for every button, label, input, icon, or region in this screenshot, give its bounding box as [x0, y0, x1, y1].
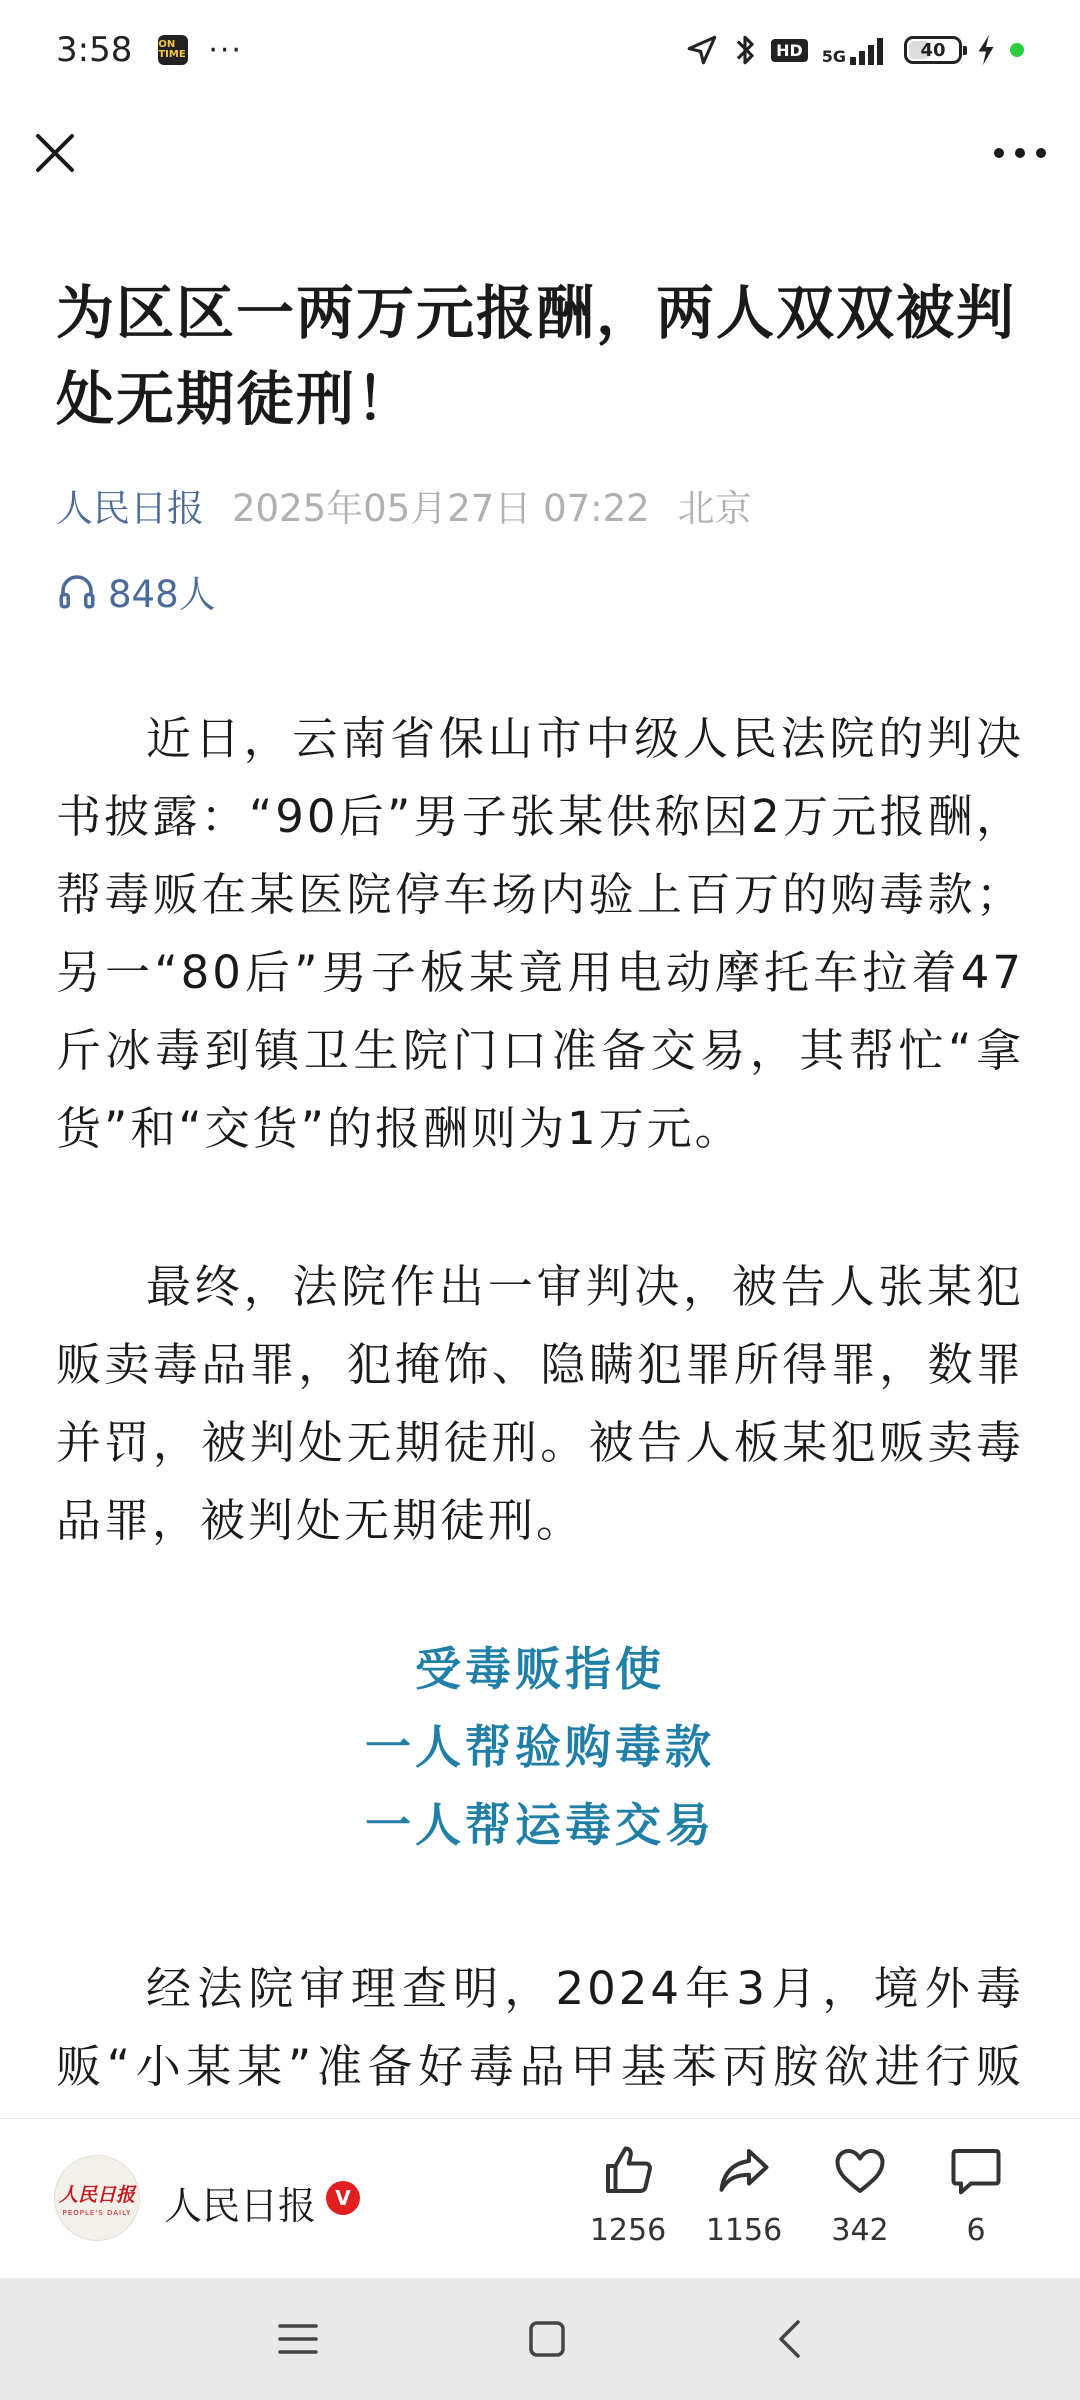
more-notifications-icon: ···	[208, 32, 243, 68]
menu-icon[interactable]	[278, 2322, 318, 2356]
favorite-count: 342	[831, 2213, 889, 2248]
close-button[interactable]	[30, 128, 80, 178]
comment-count: 6	[966, 2213, 986, 2248]
comment-button[interactable]	[926, 2141, 1026, 2248]
publisher-avatar[interactable]	[54, 2155, 140, 2241]
back-chevron-icon[interactable]	[776, 2319, 802, 2359]
headphones-icon	[56, 570, 98, 612]
status-bar	[0, 0, 1080, 100]
share-button[interactable]	[694, 2141, 794, 2248]
article-source[interactable]: 人民日报	[56, 487, 204, 530]
verified-badge: V	[326, 2181, 360, 2215]
like-button[interactable]	[578, 2141, 678, 2248]
signal-bars-icon	[850, 35, 890, 65]
status-time: 3:58	[56, 30, 133, 70]
privacy-indicator-dot	[1010, 43, 1024, 57]
favorite-button[interactable]	[810, 2141, 910, 2248]
section-subheading	[56, 1630, 1024, 1864]
listener-count: 848人	[108, 573, 216, 616]
system-nav-bar	[0, 2278, 1080, 2400]
home-square-icon[interactable]	[528, 2320, 566, 2358]
bottom-action-bar	[0, 2118, 1080, 2278]
article-meta	[56, 478, 1024, 532]
publisher-logo-text: 人民日报	[58, 2183, 135, 2206]
top-nav	[0, 110, 1080, 200]
article-header	[56, 270, 1024, 618]
subheading-line: 一人帮验购毒款	[365, 1720, 715, 1774]
more-horizontal-icon	[992, 146, 1048, 160]
article-title: 为区区一两万元报酬，两人双双被判处无期徒刑！	[56, 279, 1017, 433]
article-paragraph: 经法院审理查明，2024年3月，境外毒贩“小某某”准备好毒品甲基苯丙胺欲进行贩	[56, 1962, 1024, 2093]
article-location: 北京	[677, 487, 752, 530]
hd-voice-badge: HD	[771, 39, 808, 62]
network-type: 5G	[821, 47, 846, 66]
thumbs-up-icon	[598, 2141, 658, 2201]
status-indicators	[685, 33, 1024, 67]
ontime-app-icon-text: ON TIME	[158, 39, 186, 60]
signal-indicator	[822, 35, 890, 65]
share-arrow-icon	[714, 2141, 774, 2201]
article-paragraph: 近日，云南省保山市中级人民法院的判决书披露：“90后”男子张某供称因2万元报酬，帮毒贩在某医院停车场内验上百万的购毒款；另一“80后”男子板某竟用电动摩托车拉着47斤冰毒到镇卫生院门口准备交易，其帮忙“拿货”和“交货”的报酬则为1万元。	[56, 712, 1024, 1155]
listen-count[interactable]	[56, 564, 1024, 618]
ontime-app-icon	[158, 35, 188, 65]
comment-bubble-icon	[946, 2141, 1006, 2201]
battery-level: 40	[920, 39, 946, 61]
close-icon	[30, 128, 80, 178]
bluetooth-icon	[733, 33, 757, 67]
more-options-button[interactable]	[988, 128, 1052, 178]
publisher-logo-subtext: PEOPLE'S DAILY	[62, 2208, 132, 2217]
share-count: 1156	[705, 2213, 783, 2248]
like-count: 1256	[589, 2213, 667, 2248]
article-paragraph: 最终，法院作出一审判决，被告人张某犯贩卖毒品罪，犯掩饰、隐瞒犯罪所得罪，数罪并罚，被判处无期徒刑。被告人板某犯贩卖毒品罪，被判处无期徒刑。	[56, 1260, 1024, 1547]
charging-bolt-icon	[976, 35, 996, 65]
battery-indicator	[904, 36, 962, 64]
location-arrow-icon	[685, 33, 719, 67]
heart-icon	[830, 2141, 890, 2201]
publisher-name[interactable]: 人民日报	[164, 2184, 317, 2228]
subheading-line: 一人帮运毒交易	[365, 1798, 715, 1852]
subheading-line: 受毒贩指使	[415, 1642, 665, 1696]
article-datetime: 2025年05月27日 07:22	[232, 487, 650, 530]
